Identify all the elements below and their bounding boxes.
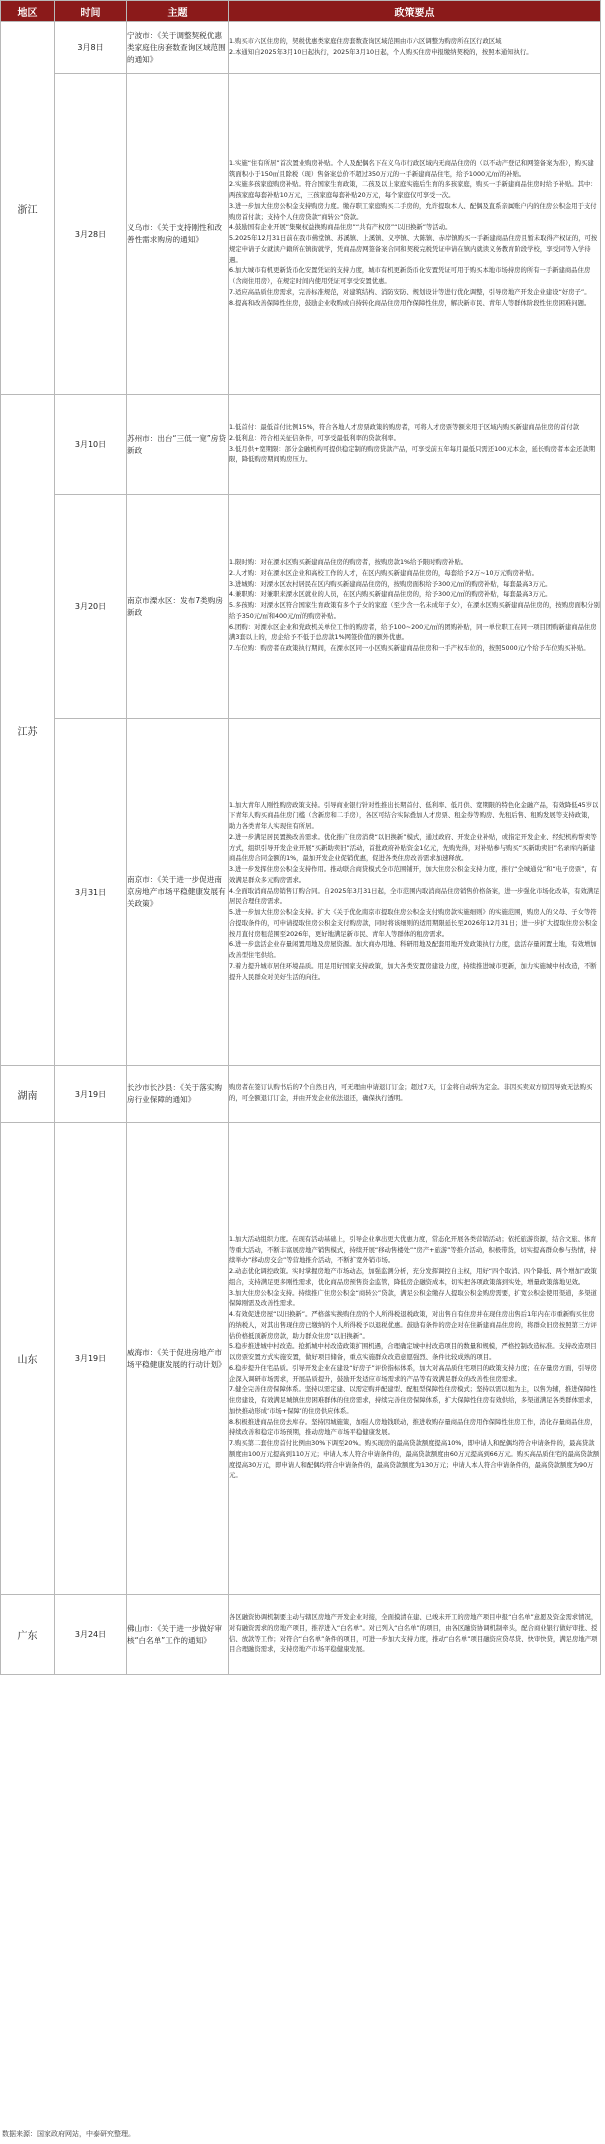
topic-cell: 威海市：《关于促进房地产市场平稳健康发展的行动计划》: [127, 1123, 229, 1595]
header-time: 时间: [55, 1, 127, 22]
policy-point: 6.加大城市有机更新货币化安置凭证的支持力度，城市有机更新货币化安置凭证可用于购买本地市场持房的所有一手新建商品住房（含商住用房），在规定时间内使用凭证可享受安置优惠。: [229, 267, 591, 285]
date-cell: 3月28日: [55, 74, 127, 395]
topic-cell: 义乌市：《关于支持刚性和改善性需求购房的通知》: [127, 74, 229, 395]
policy-point: 5.进一步加大住房公积金支持。扩大《关于优化南京市提取住房公积金支付购房款实施细则》的实施范围，购房人的父母、子女等符合提取条件的，可申请提取住房公积金支付购房款，同时将该细则的适用期限延长至2026年12月31日；进一步扩大提取住房公积金按月直付房租范围至2026年，更好地满足新市民、青年人等群体的租房需求。: [229, 909, 598, 938]
topic-cell: 南京市溧水区：发布7类购房新政: [127, 495, 229, 719]
topic-cell: 宁波市：《关于调整契税优惠类家庭住房套数查询区域范围的通知》: [127, 22, 229, 74]
table-row: [1, 719, 601, 1066]
table-row: [1, 74, 601, 395]
region-cell: 湖南: [1, 1066, 55, 1123]
table-header-row: [1, 1, 601, 22]
policy-point: 1.购买市六区住房的，契税优惠类家庭住房套数查询区域范围由市六区调整为购房所在区行政区域: [229, 37, 502, 45]
policy-point: 1.限时购：对在溧水区购买新建商品住房的购房者，按购房款1%给予限时购房补贴。: [229, 559, 468, 567]
policy-point: 1.实施“住有所居”首次置业购房补贴。个人及配偶名下在义乌市行政区域内无商品住房的（以不动产登记和网签备案为准），购买建筑面积小于150㎡且除税（现）售备案总价不超过350万元的一手新建商品住宅，给予1000元/㎡的补贴。: [229, 159, 594, 178]
policy-point: 5.多孩购：对溧水区符合国家生育政策有多个子女的家庭（至少含一名未成年子女），在溧水区购买新建商品住房的，按购房面积分别给予350元/㎡和400元/㎡的购房补贴。: [229, 602, 600, 620]
policy-point: 各区融资协调机制要主动与辖区房地产开发企业对接，全面摸清在建、已竣未开工的房地产项目申报“白名单”意愿及资金需求情况，对有融资需求的房地产项目，推荐进入“白名单”。对已列入“白名单”的项目，由各区融资协调机制牵头，配合商业银行做好审批、授信、放款等工作；对符合“白名单”条件的项目，可进一步加大支持力度，推动“白名单”项目融资应贷尽贷、快审快贷，满足房地产项目合理融资需求，支持房地产市场平稳健康发展。: [229, 1614, 598, 1654]
policy-point: 6.进一步盘活企业存量闲置用地及房屋资源。加大商办用地、科研用地及配套用地开发政策执行力度，盘活存量闲置土地，有效增加改善型住宅供给。: [229, 941, 597, 960]
date-cell: 3月31日: [55, 719, 127, 1066]
policy-point: 购房者在签订认购书后的7个自然日内，可无理由申请退订订金；超过7天，订金将自动转为定金。非因买卖双方原因导致无法购买的，可全额退订订金，并由开发企业依法退还，确保执行透明。: [229, 1084, 593, 1102]
region-cell: 江苏: [1, 395, 55, 1066]
policy-point: 1.加大活动组织力度。在现有活动基础上，引导企业拿出更大优惠力度，常态化开展各类营销活动；依托旅游资源，结合文旅、体育等重大活动，不断丰富展房地产销售模式，持续开展“移动售楼处”“房产+旅游”等推介活动，积极带货，切实提高群众参与热情，持续举办“移动房交会”等营地推介活动，不断扩宽外销市场。: [229, 1235, 597, 1265]
date-cell: 3月19日: [55, 1066, 127, 1123]
topic-cell: 苏州市：出台“三低一宽”房贷新政: [127, 395, 229, 495]
header-region: 地区: [1, 1, 55, 22]
region-cell: 山东: [1, 1123, 55, 1595]
policy-point: 2.动态优化调控政策。实时掌握房地产市场动态，加强监测分析，充分发挥调控自主权，用好“四个取消、四个降低、两个增加”政策组合，支持满足更多刚性需求，优化商品房预售资金监管，降低房企融资成本，切实把各项政策落到实处，增量政策落地见效。: [229, 1268, 597, 1286]
topic-cell: 南京市：《关于进一步促进南京房地产市场平稳健康发展有关政策》: [127, 719, 229, 1066]
policy-point: 1.低首付：最低首付比例15%，符合各地人才房票政策的购房者，可将人才房票等额来用于区域内购买新建商品住房的首付款: [229, 424, 580, 431]
header-topic: 主题: [127, 1, 229, 22]
policy-point: 3.进一步发挥住房公积金支持作用。推动联合商贷模式全市范围铺开，加大住房公积金支持力度，推行“全城通兑”和“电子房票”，有效满足群众多元购房需求。: [229, 866, 598, 884]
points-cell: [229, 395, 601, 495]
table-row: [1, 395, 601, 495]
policy-point: 2.进一步满足居民置换改善需求。优化推广住房消费“以旧换新”模式，通过政府、开发企业补贴，或指定开发企业、经纪机构帮卖等方式，组织引导开发企业开展“买新助卖旧”活动，首批政府补贴资金1亿元，先购先得，对补贴参与购买“买新助卖旧”名录库内新建商品住房合同金额的1%，最加开发企业促销优惠，促进各类住房改善需求加速释放。: [229, 833, 597, 863]
policy-point: 5.2025年12月31日前在我市佛堂镇、苏溪镇、上溪镇、义亭镇、大陈镇、赤岸镇购买一手新建商品住房且暂未取得产权证的，可按规定申请子女就读户籍所在镇街就学，凭商品房网签备案合同和契税完税凭证申请在镇内就读义务教育阶段学校，享受同等入学待遇。: [229, 235, 598, 264]
table-row: [1, 1595, 601, 1675]
table-row: [1, 495, 601, 719]
table-row: [1, 1123, 601, 1595]
policy-point: 4.鼓励国有企业开展“集聚权益换购商品住房”“共有产权房”“以旧换新”等活动。: [229, 224, 452, 232]
policy-point: 2.人才购：对在溧水区企业和高校工作的人才，在区内购买新建商品住房的，每套给予2万~10万元购房补贴。: [229, 569, 538, 577]
policy-point: 4.兼职购：对兼职来溧水区就业的人员，在区内购买新建商品住房的，给予300元/㎡的购房补贴，每套最高3万元。: [229, 591, 552, 599]
policy-point: 3.加大住房公积金支持。持续推广住房公积金“商转公”贷款，满足公积金缴存人提取公积金购房需要，扩宽公积金使用渠道，多渠道保障刚需及改善性需求。: [229, 1289, 597, 1308]
points-cell: [229, 22, 601, 74]
policy-point: 7.健全完善住房保障体系。坚持以需定建、以需定购并配建型、配租型保障性住房模式；坚持以需以租为主，以售为辅，推进保障性住房建设，有效满足城镇住房困难群体的住房需求，持续完善住房保障体系，扩大保障性住房有效供给，多渠道满足各类群体需求，加快推动形成‘市场+保障’的住房供应体系。: [229, 1386, 597, 1415]
policy-point: 2.实施多孩家庭购房补贴。符合国家生育政策，二孩及以上家庭实施后生育的多孩家庭，购买一手新建商品住房时给予补贴。其中：两孩家庭每套补贴10万元，三孩家庭每套补贴20万元，每个家庭仅可享受一次。: [229, 181, 597, 199]
points-cell: [229, 74, 601, 395]
policy-point: 6.稳步提升住宅品质。引导开发企业在建设“好房子”评价指标体系，加大对高品质住宅项目的政策支持力度；在存量房方面，引导房企深入调研市场需求，开展品质提升，鼓励开发适应市场需求的产品等有效满足群众的改善性住房需求。: [229, 1364, 597, 1383]
policy-point: 7.适应高品质住房需求，完善标准规范，对建筑结构、消防安防、规划设计等进行优化调整，引导房地产开发企业建设“好房子”。: [229, 288, 591, 296]
policy-point: 5.稳步推进城中村改造。抢抓城中村改造政策扩围机遇，合理确定城中村改造项目的数量和规模，严格控制改造标准。支持改造项目以房票安置方式实施安置，做好项目储备，重点实施群众改造意愿强烈、条件比较成熟的项目。: [229, 1343, 597, 1362]
points-cell: [229, 495, 601, 719]
policy-point: 7.车位购：购房者在政策执行期间，在溧水区同一小区购买新建商品住房和一手产权车位的，按照5000元/个给予车位购买补贴。: [229, 645, 590, 653]
policy-point: 7.购买第二套住房首付比例由30%下调至20%。购买现房的最高贷款额度提高10%，即申请人和配偶均符合申请条件的，最高贷款额度由100万元提高到110万元；申请人本人符合申请条件的，最高贷款额度由60万元提高到66万元。购买高品质住宅的最高贷款额度提高30万元，即申请人和配偶均符合申请条件的，最高贷款额度为130万元；申请人本人符合申请条件的，最高贷款额度为90万元。: [229, 1440, 600, 1480]
date-cell: 3月19日: [55, 1123, 127, 1595]
policy-point: 7.着力提升城市居住环境品质。用足用好国家支持政策，加大各类安置房建设力度，持续推进城市更新，加力实施城中村改造，不断提升人民群众对美好生活的向往。: [229, 962, 597, 981]
points-cell: [229, 1123, 601, 1595]
date-cell: 3月8日: [55, 22, 127, 74]
policy-point: 4.有效促进房屋“以旧换新”。严格落实换购住房的个人所得税退税政策，对出售自有住房并在现住房出售后1年内在市重新购买住房的纳税人，对其出售现住房已缴纳的个人所得税予以退税优惠。鼓励有条件的房企对在住新建商品住房的，将群众旧房按照第三方评估价格抵顶新房房款，助力群众住房“以旧换新”。: [229, 1311, 597, 1340]
region-cell: 浙江: [1, 22, 55, 395]
policy-point: 2.低利息：符合相关征信条件，可享受最低利率的贷款利率。: [229, 434, 400, 442]
policy-point: 8.积极推进商品住房去库存。坚持因城施策，加强人房地钱联动，推进收购存量商品住房用作保障性住房工作，消化存量商品住房，持续改善和稳定市场预期，推动房地产市场平稳健康发展。: [229, 1418, 597, 1437]
policy-point: 8.提高和改善保障性住房，鼓励企业收购或自持转化商品住房用作保障性住房，解决新市民、青年人等群体阶段性住房困难问题。: [229, 299, 591, 307]
policy-point: 3.低月供+宽期限：部分金融机构可提供稳定制的购房贷款产品，可享受前五年每月最低只需还100元本金，延长购房者本金还款期限，降低购房期间购房压力。: [229, 445, 596, 464]
points-cell: [229, 1066, 601, 1123]
date-cell: 3月10日: [55, 395, 127, 495]
region-cell: 广东: [1, 1595, 55, 1675]
date-cell: 3月20日: [55, 495, 127, 719]
date-cell: 3月24日: [55, 1595, 127, 1675]
policy-point: 3.进一步加大住房公积金支持购房力度。缴存职工家庭购买二手房的，允许提取本人、配偶及直系亲属账户内的住房公积金用于支付购房首付款；支持个人住房贷款“商转公”贷款。: [229, 202, 597, 221]
policy-point: 2.本通知自2025年3月10日起执行，2025年3月10日起，个人购买住房申报缴纳契税的，按照本通知执行。: [229, 48, 533, 56]
policy-point: 6.团购：对溧水区企业和党政机关单位工作的购房者，给予100~200元/㎡的团购补贴，同一单位职工在同一项目团购新建商品住房满3套以上的，房企给予不低于总房款1%网签价值的额外优惠。: [229, 623, 597, 642]
policy-point: 1.加大青年人刚性购房政策支持。引导商业银行针对性推出长期首付、低利率、低月供、宽期限的特色化金融产品，有效降低45岁以下青年人购买商品住房门槛（含新房和二手房），各区可结合实际叠加人才房票、租金券等购房、先租后售、租购发展等支持政策，助力各类青年人实现住有所居。: [229, 801, 599, 831]
points-cell: [229, 1595, 601, 1675]
table-row: [1, 1066, 601, 1123]
topic-cell: 佛山市：《关于进一步做好审核“白名单”工作的通知》: [127, 1595, 229, 1675]
source-note: 数据来源：国家政府网站，中泰研究整理。: [2, 2130, 135, 2138]
table-row: [1, 22, 601, 74]
header-points: 政策要点: [229, 1, 601, 22]
policy-point: 3.进城购：对溧水区农村居民在区内购买新建商品住房的，按购房面积给予300元/㎡的购房补贴，每套最高3万元。: [229, 580, 552, 588]
topic-cell: 长沙市长沙县：《关于落实购房行业保障的通知》: [127, 1066, 229, 1123]
policy-point: 4.全面取消商品房销售订购合同。自2025年3月31日起，全市范围内取消商品住房销售价格备案，进一步强化市场化改革，有效满足居民合理住房需求。: [229, 887, 600, 906]
points-cell: [229, 719, 601, 1066]
